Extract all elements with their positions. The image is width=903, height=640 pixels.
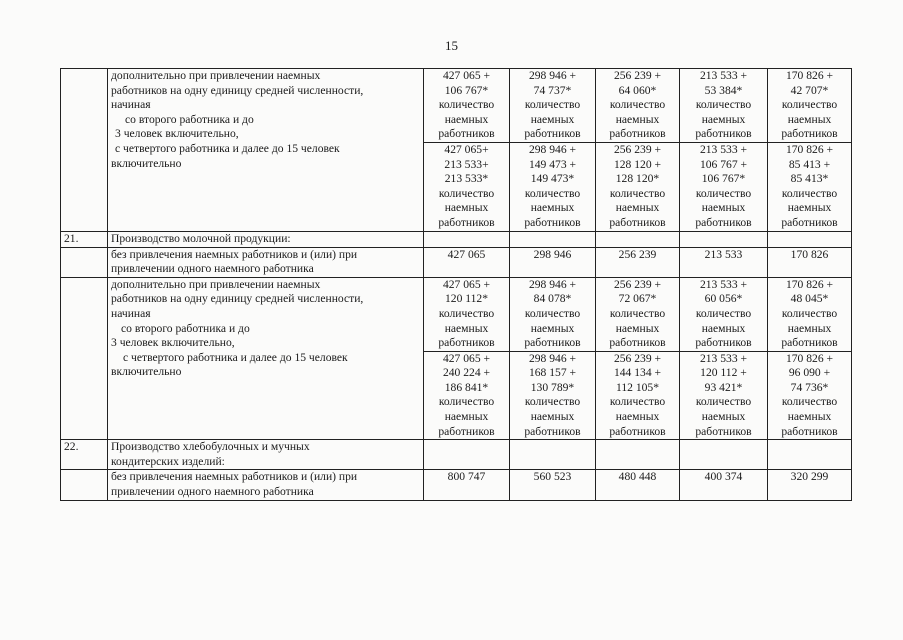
value-cell: 213 533 + 120 112 + 93 421* количество наемных работников — [680, 351, 768, 440]
value-cell: 400 374 — [680, 470, 768, 500]
value-cell: 170 826 + 42 707* количество наемных работников — [768, 69, 852, 143]
value-cell: 170 826 + 85 413 + 85 413* количество наемных работников — [768, 142, 852, 231]
row-description: без привлечения наемных работников и (или) при привлечении одного наемного работника — [108, 470, 424, 500]
value-cell: 213 533 + 53 384* количество наемных работников — [680, 69, 768, 143]
table-row — [61, 69, 852, 143]
value-cell: 427 065+ 213 533+ 213 533* количество наемных работников — [424, 142, 510, 231]
value-cell: 256 239 + 144 134 + 112 105* количество наемных работников — [596, 351, 680, 440]
value-cell: 256 239 — [596, 247, 680, 277]
value-cell: 298 946 + 84 078* количество наемных работников — [510, 277, 596, 351]
value-cell: 298 946 + 74 737* количество наемных работников — [510, 69, 596, 143]
value-cell: 427 065 + 120 112* количество наемных работников — [424, 277, 510, 351]
value-cell: 427 065 + 240 224 + 186 841* количество наемных работников — [424, 351, 510, 440]
row-description: дополнительно при привлечении наемных работников на одну единицу средней численности, начиная со второго работника и до 3 человек включительно, с четвертого работника и далее до 15 человек включительно — [108, 277, 424, 440]
row-number: 22. — [61, 440, 108, 470]
value-cell: 800 747 — [424, 470, 510, 500]
value-cell: 298 946 — [510, 247, 596, 277]
value-cell: 427 065 — [424, 247, 510, 277]
value-cell: 256 239 + 64 060* количество наемных работников — [596, 69, 680, 143]
value-cell: 427 065 + 106 767* количество наемных работников — [424, 69, 510, 143]
value-cell: 480 448 — [596, 470, 680, 500]
value-cell: 170 826 + 96 090 + 74 736* количество наемных работников — [768, 351, 852, 440]
table-row — [61, 277, 852, 351]
value-cell: 213 533 + 60 056* количество наемных работников — [680, 277, 768, 351]
table-row — [61, 440, 852, 470]
value-cell: 170 826 — [768, 247, 852, 277]
row-description: без привлечения наемных работников и (или) при привлечении одного наемного работника — [108, 247, 424, 277]
value-cell: 256 239 + 72 067* количество наемных работников — [596, 277, 680, 351]
value-cell: 170 826 + 48 045* количество наемных работников — [768, 277, 852, 351]
value-cell: 213 533 + 106 767 + 106 767* количество наемных работников — [680, 142, 768, 231]
value-cell: 213 533 — [680, 247, 768, 277]
value-cell: 298 946 + 149 473 + 149 473* количество наемных работников — [510, 142, 596, 231]
table-row — [61, 231, 852, 247]
row-number: 21. — [61, 231, 108, 247]
row-title: Производство молочной продукции: — [108, 231, 424, 247]
table-row — [61, 470, 852, 500]
table-row — [61, 247, 852, 277]
value-cell: 320 299 — [768, 470, 852, 500]
page-number: 15 — [445, 38, 458, 53]
value-cell: 560 523 — [510, 470, 596, 500]
row-number-cell — [61, 69, 108, 232]
tariff-table — [60, 68, 852, 501]
value-cell: 298 946 + 168 157 + 130 789* количество наемных работников — [510, 351, 596, 440]
row-title: Производство хлебобулочных и мучных кондитерских изделий: — [108, 440, 424, 470]
value-cell: 256 239 + 128 120 + 128 120* количество наемных работников — [596, 142, 680, 231]
row-description: дополнительно при привлечении наемных работников на одну единицу средней численности, начиная со второго работника и до 3 человек включительно, с четвертого работника и далее до 15 человек включительно — [108, 69, 424, 232]
